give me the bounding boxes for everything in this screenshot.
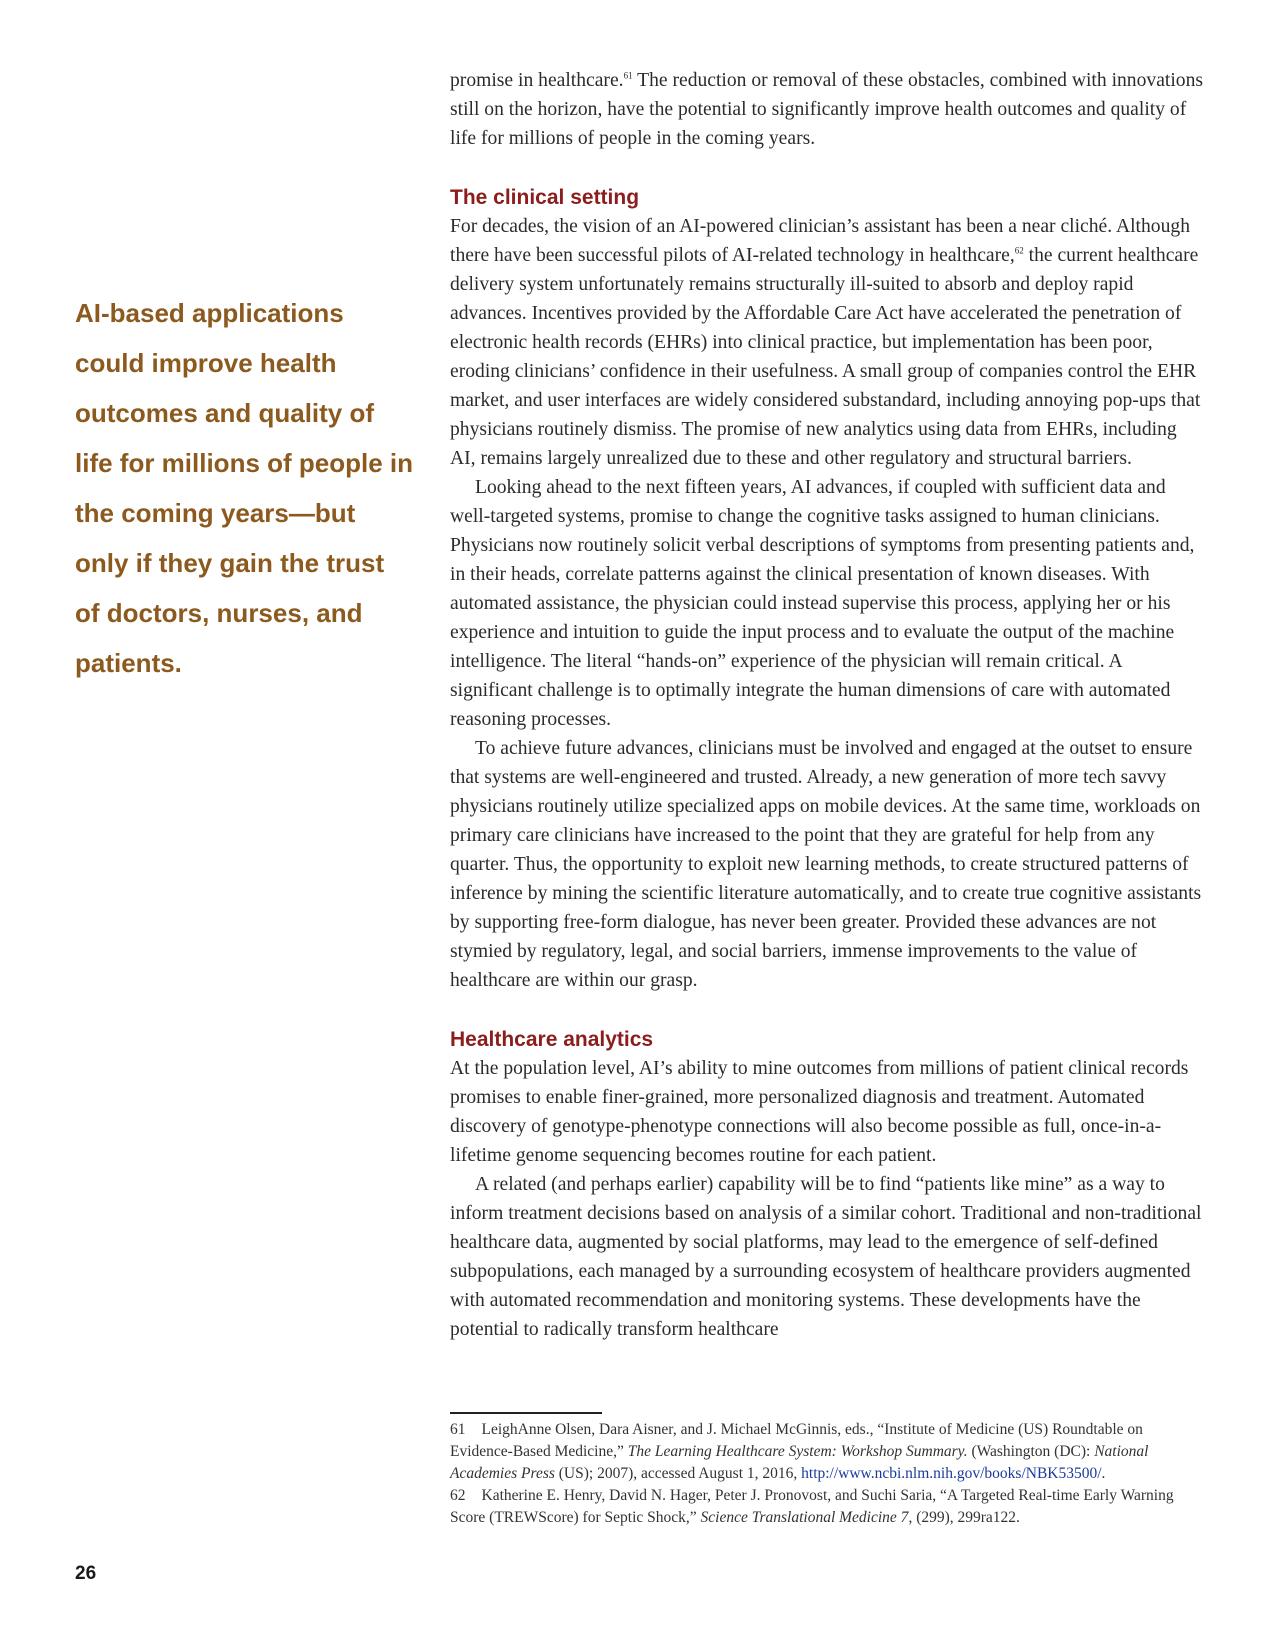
analytics-paragraph-2: A related (and perhaps earlier) capability will be to find “patients like mine” as a way to inform treatment decisions based on analysis of a similar cohort. Traditional and non-traditional healthcare data, augmented by social platforms, may lead to the emergence of self-defined subpopulations, each managed by a surrounding ecosystem of healthcare providers augmented with automated recommendation and monitoring systems. These developments have the potential to radically transform healthcare: [450, 1174, 1202, 1340]
clinical-paragraph-2: Looking ahead to the next fifteen years, AI advances, if coupled with sufficient data and well-targeted systems, promise to change the cognitive tasks assigned to human clinicians. Physicians now routinely solicit verbal descriptions of symptoms from presenting patients and, in their heads, correlate patterns against the clinical presentation of known diseases. With automated assistance, the physician could instead supervise this process, applying her or his experience and intuition to guide the input process and to evaluate the output of the machine intelligence. The literal “hands-on” experience of the physician will remain critical. A significant challenge is to optimally integrate the human dimensions of care with automated reasoning processes.: [450, 477, 1195, 730]
footnote-62: 62 Katherine E. Henry, David N. Hager, Peter J. Pronovost, and Suchi Saria, “A Targeted Real-time Early Warning Score (TREWScore) for Septic Shock,” Science Translational Medicine 7, (299), 299ra122.: [450, 1487, 1174, 1526]
footnote-ref-62[interactable]: 62: [1014, 245, 1024, 256]
footnote-ref-61[interactable]: 61: [623, 70, 633, 81]
footnote-61: 61 LeighAnne Olsen, Dara Aisner, and J. Michael McGinnis, eds., “Institute of Medicine (US) Roundtable on Evidence-Based Medicine,” The Learning Healthcare System: Workshop Summary. (Washington (DC): National Academies Press (US); 2007), accessed August 1, 2016, http://www.ncbi.nlm.nih.gov/books/NBK53500/.: [450, 1421, 1149, 1482]
clinical-paragraph-1: For decades, the vision of an AI-powered clinician’s assistant has been a near cliché. Although there have been successful pilots of AI-related technology in healthcare,$^{62}$ the current healthcare delivery system unfortunately remains structurally ill-suited to absorb and deploy rapid advances. Incentives provided by the Affordable Care Act have accelerated the penetration of electronic health records (EHRs) into clinical practice, but implementation has been poor, eroding clinicians’ confidence in their usefulness. A small group of companies control the EHR market, and user interfaces are widely considered substandard, including annoying pop-ups that physicians routinely dismiss. The promise of new analytics using data from EHRs, including AI, remains largely unrealized due to these and other regulatory and structural barriers.: [450, 216, 1201, 469]
analytics-paragraph-1: At the population level, AI’s ability to mine outcomes from millions of patient clinical records promises to enable finer-grained, more personalized diagnosis and treatment. Automated discovery of genotype-phenotype connections will also become possible as full, once-in-a-lifetime genome sequencing becomes routine for each patient.: [450, 1058, 1189, 1166]
footnotes: [450, 1419, 1195, 1529]
footnote-61-link[interactable]: http://www.ncbi.nlm.nih.gov/books/NBK53500/: [801, 1465, 1102, 1482]
section-heading-clinical-setting: The clinical setting: [450, 186, 640, 209]
section-heading-healthcare-analytics: Healthcare analytics: [450, 1028, 654, 1051]
page-number: 26: [75, 1563, 97, 1584]
footnote-divider: [450, 1412, 602, 1414]
main-text-column: [450, 66, 1205, 1344]
pull-quote: AI-based applications could improve health outcomes and quality of life for millions of people in the coming years—but only if they gain the trust of doctors, nurses, and patients.: [75, 298, 414, 678]
intro-paragraph: promise in healthcare.$^{61}$ The reduction or removal of these obstacles, combined with innovations still on the horizon, have the potential to significantly improve health outcomes and quality of life for millions of people in the coming years.: [450, 70, 1204, 149]
clinical-paragraph-3: To achieve future advances, clinicians must be involved and engaged at the outset to ensure that systems are well-engineered and trusted. Already, a new generation of more tech savvy physicians routinely utilize specialized apps on mobile devices. At the same time, workloads on primary care clinicians have increased to the point that they are grateful for help from any quarter. Thus, the opportunity to exploit new learning methods, to create structured patterns of inference by mining the scientific literature automatically, and to create true cognitive assistants by supporting free-form dialogue, has never been greater. Provided these advances are not stymied by regulatory, legal, and social barriers, immense improvements to the value of healthcare are within our grasp.: [450, 738, 1202, 991]
